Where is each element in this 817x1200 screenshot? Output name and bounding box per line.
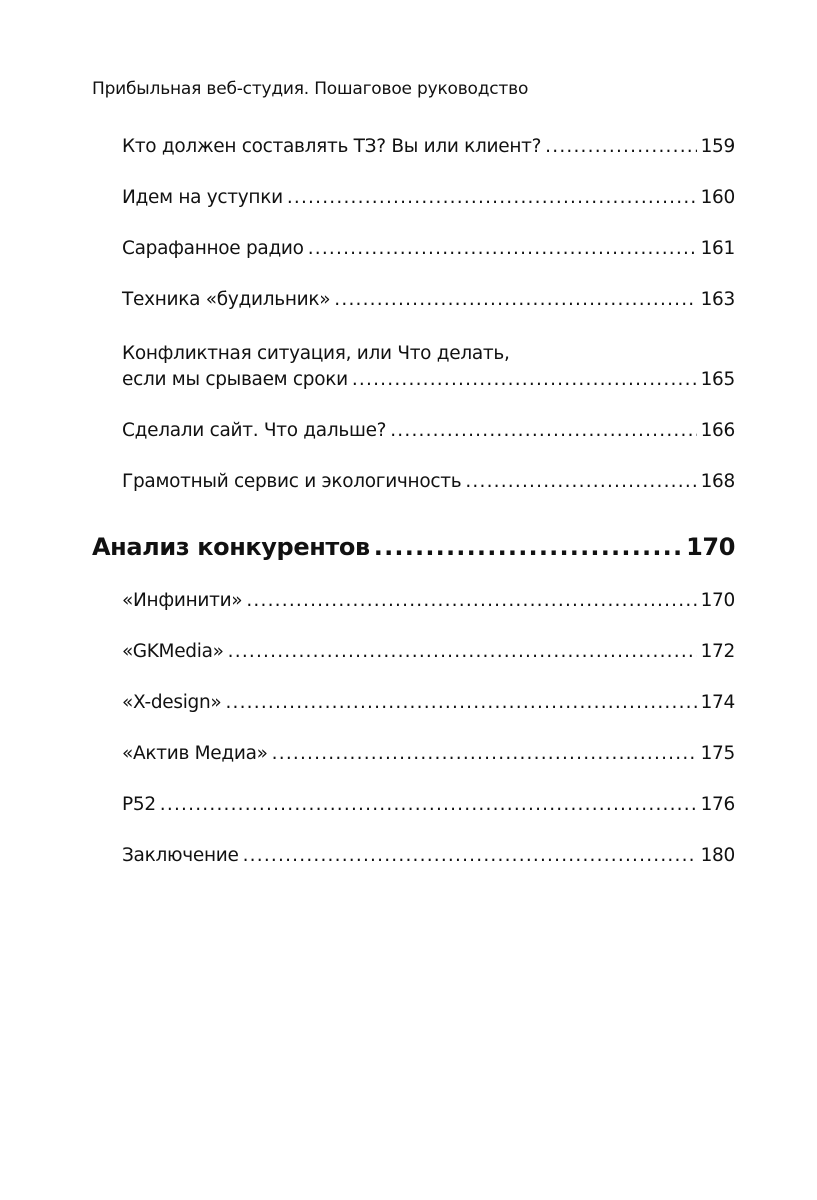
toc-entry-page: 159 xyxy=(700,136,735,157)
toc-entry-title: Кто должен составлять ТЗ? Вы или клиент? xyxy=(122,136,542,157)
toc-entry xyxy=(122,420,735,441)
toc-entry-title: Сделали сайт. Что дальше? xyxy=(122,420,387,441)
toc-dot-leader xyxy=(545,136,696,157)
toc-entry-page: 166 xyxy=(700,420,735,441)
toc-entry xyxy=(122,845,735,866)
toc-dot-leader xyxy=(374,533,682,561)
toc-entry-title: «Инфинити» xyxy=(122,590,243,611)
toc-entry xyxy=(122,136,735,157)
toc-entry xyxy=(122,187,735,208)
toc-entry-title-line-2: если мы срываем сроки xyxy=(122,369,348,390)
toc-entry-page: 161 xyxy=(700,238,735,259)
toc-dot-leader xyxy=(352,369,697,390)
toc-entry xyxy=(122,590,735,611)
toc-dot-leader xyxy=(243,845,697,866)
toc-entry xyxy=(122,471,735,492)
toc-section-title: Анализ конкурентов xyxy=(92,533,370,561)
toc-entry-title-line-1: Конфликтная ситуация, или Что делать, xyxy=(122,343,510,364)
toc-entry-title: «GKMedia» xyxy=(122,641,224,662)
toc-dot-leader xyxy=(287,187,697,208)
toc-entry-title: «X-design» xyxy=(122,692,222,713)
toc-dot-leader xyxy=(225,692,696,713)
toc-dot-leader xyxy=(272,743,697,764)
toc-entry-page: 175 xyxy=(700,743,735,764)
toc-entry xyxy=(122,289,735,310)
toc-entry-page: 170 xyxy=(700,590,735,611)
toc-entry-title: Грамотный сервис и экологичность xyxy=(122,471,462,492)
toc-dot-leader xyxy=(228,641,697,662)
toc-entry-title: Техника «будильник» xyxy=(122,289,331,310)
toc-entry xyxy=(122,641,735,662)
toc-entry-page: 168 xyxy=(700,471,735,492)
toc-dot-leader xyxy=(246,590,696,611)
running-header: Прибыльная веб-студия. Пошаговое руководство xyxy=(92,79,529,99)
toc-entry xyxy=(122,238,735,259)
toc-dot-leader xyxy=(465,471,696,492)
toc-entry-page: 174 xyxy=(700,692,735,713)
toc-dot-leader xyxy=(390,420,696,441)
toc-entry xyxy=(122,692,735,713)
toc-entry-page: 180 xyxy=(700,845,735,866)
toc-entry-page: 160 xyxy=(700,187,735,208)
toc-entry-title: Р52 xyxy=(122,794,156,815)
toc-entry xyxy=(122,743,735,764)
toc-entry-page: 165 xyxy=(700,369,735,390)
toc-entry xyxy=(122,794,735,815)
toc-entry-page: 176 xyxy=(700,794,735,815)
toc-dot-leader xyxy=(308,238,697,259)
toc-dot-leader xyxy=(334,289,696,310)
toc-entry-title: «Актив Медиа» xyxy=(122,743,268,764)
toc-section-heading xyxy=(92,533,735,561)
toc-entry-page: 163 xyxy=(700,289,735,310)
toc-entry-title: Идем на уступки xyxy=(122,187,283,208)
toc-entry-title: Сарафанное радио xyxy=(122,238,304,259)
toc-section-page: 170 xyxy=(686,533,735,561)
toc-entry-title: Заключение xyxy=(122,845,239,866)
toc-entry xyxy=(122,369,735,390)
toc-dot-leader xyxy=(160,794,697,815)
toc-entry-page: 172 xyxy=(700,641,735,662)
